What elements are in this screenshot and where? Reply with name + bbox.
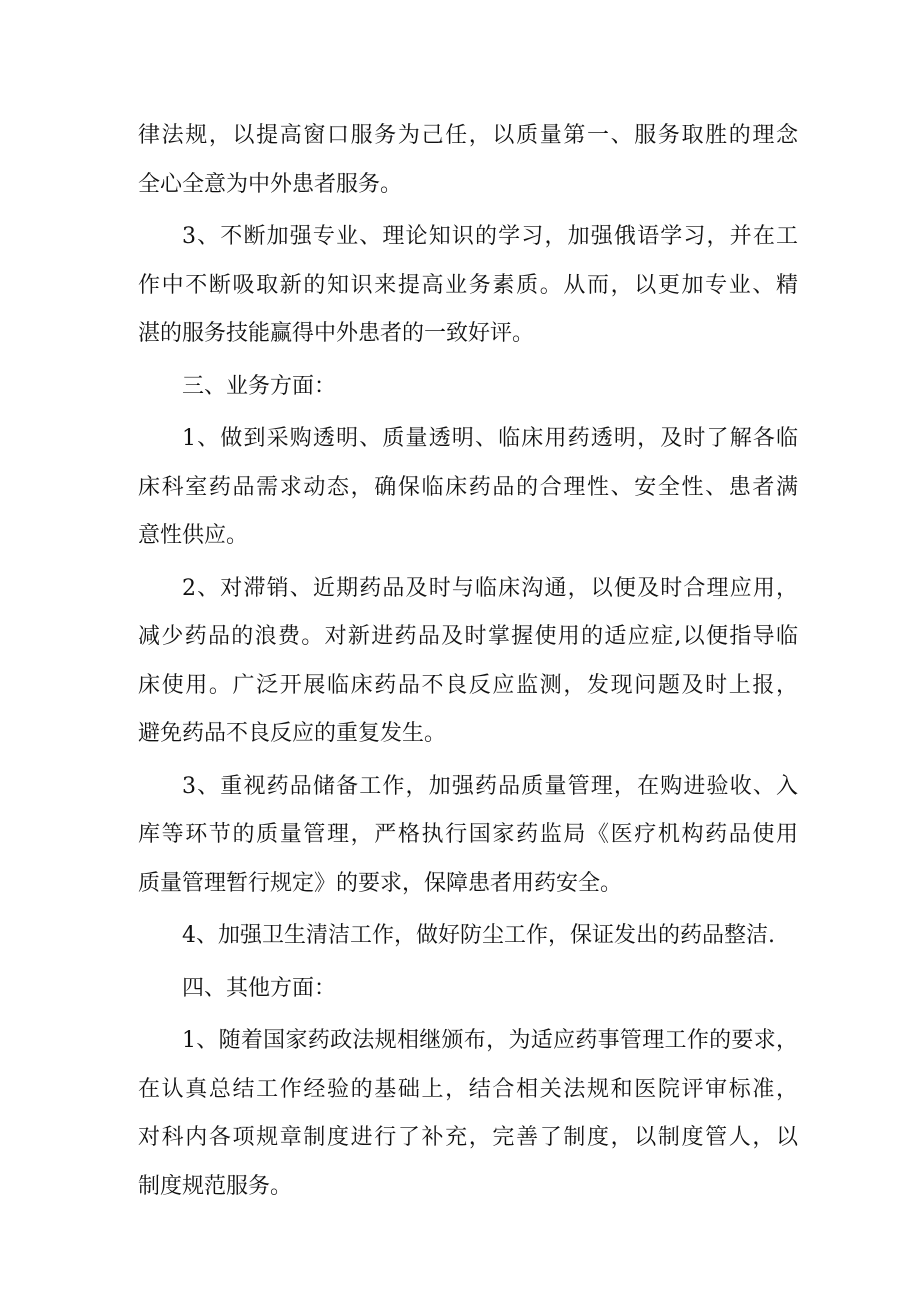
text-line: 1、做到采购透明、质量透明、临床用药透明，及时了解各临	[182, 426, 798, 451]
text-line: 3、不断加强专业、理论知识的学习，加强俄语学习，并在工	[182, 224, 798, 249]
text-line: 意性供应。	[138, 523, 249, 548]
text-line: 湛的服务技能赢得中外患者的一致好评。	[138, 321, 535, 346]
text-line: 律法规，以提高窗口服务为己任，以质量第一、服务取胜的理念	[138, 123, 798, 148]
text-line: 对科内各项规章制度进行了补充，完善了制度，以制度管人，以	[138, 1125, 798, 1150]
text-line: 制度规范服务。	[138, 1173, 293, 1199]
text-line: 4、加强卫生清洁工作，做好防尘工作，保证发出的药品整洁.	[182, 923, 775, 948]
text-line: 避免药品不良反应的重复发生。	[138, 721, 447, 746]
text-line: 2、对滞销、近期药品及时与临床沟通，以便及时合理应用，	[182, 575, 798, 601]
document-body	[138, 112, 798, 1211]
text-line: 质量管理暂行规定》的要求，保障患者用药安全。	[138, 870, 623, 896]
text-line: 床使用。广泛开展临床药品不良反应监测，发现问题及时上报，	[138, 672, 798, 698]
text-line: 库等环节的质量管理，严格执行国家药监局《医疗机构药品使用	[138, 822, 798, 847]
text-line: 床科室药品需求动态，确保临床药品的合理性、安全性、患者满	[138, 474, 798, 500]
text-line: 作中不断吸取新的知识来提高业务素质。从而，以更加专业、精	[138, 272, 798, 298]
text-line: 减少药品的浪费。对新进药品及时掌握使用的适应症,以便指导临	[138, 624, 798, 649]
section-heading: 四、其他方面：	[182, 975, 337, 1001]
text-line: 在认真总结工作经验的基础上，结合相关法规和医院评审标准，	[138, 1076, 798, 1102]
section-heading: 三、业务方面：	[182, 373, 337, 399]
text-line: 3、重视药品储备工作，加强药品质量管理，在购进验收、入	[182, 773, 798, 799]
text-line: 全心全意为中外患者服务。	[138, 171, 403, 197]
text-line: 1、随着国家药政法规相继颁布，为适应药事管理工作的要求，	[182, 1028, 798, 1053]
